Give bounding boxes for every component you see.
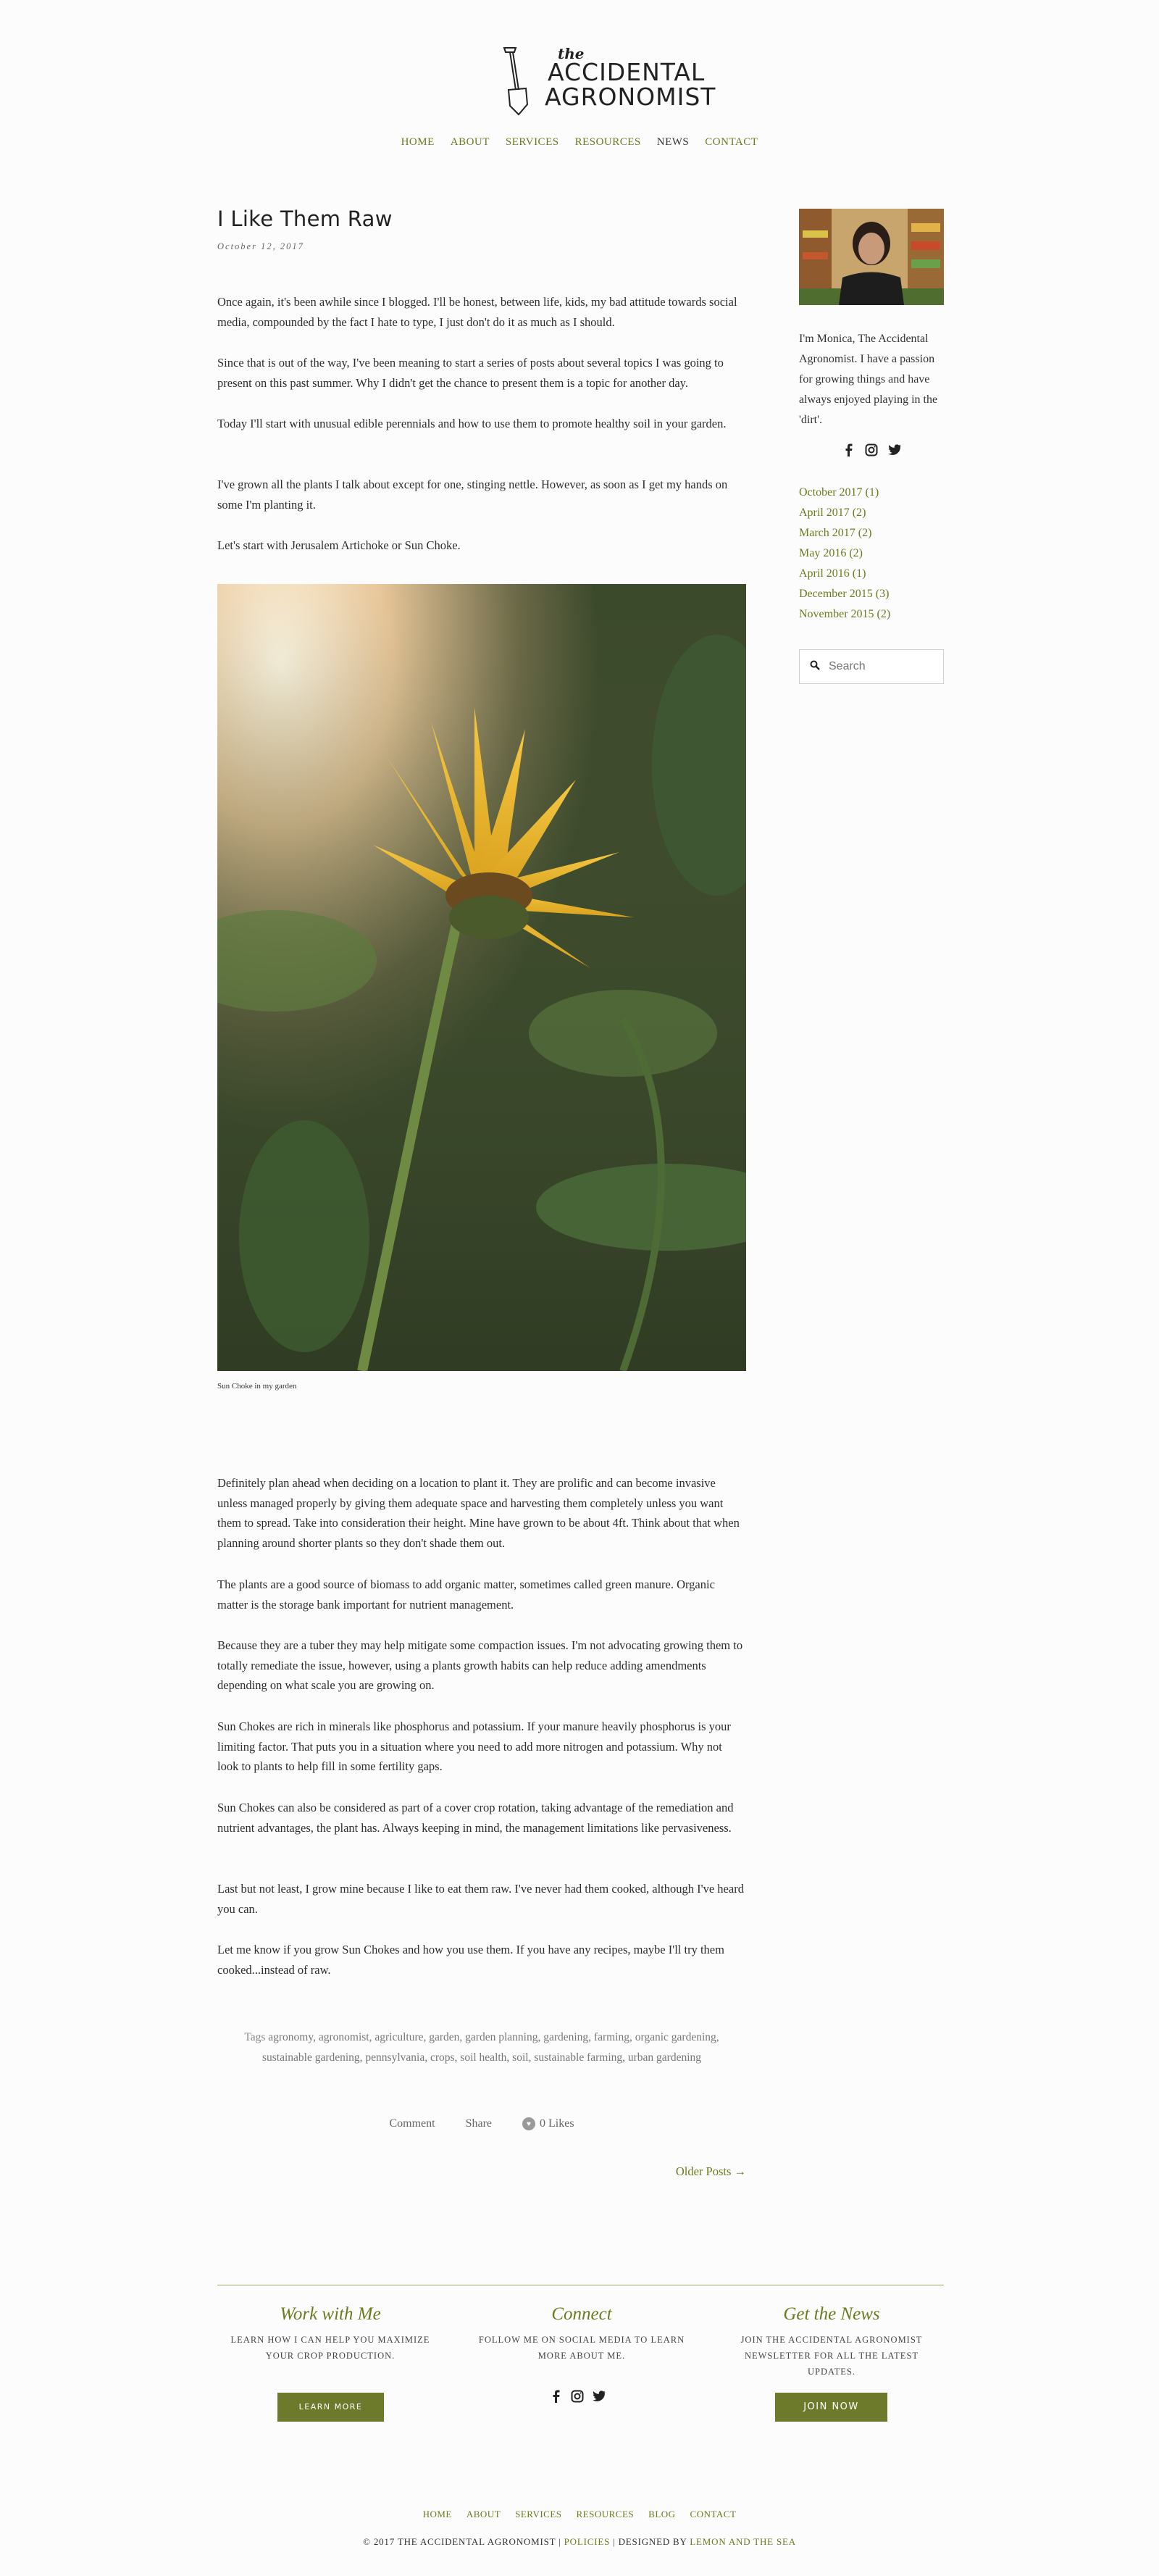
post-date: October 12, 2017 (217, 241, 304, 251)
post-paragraph: Let me know if you grow Sun Chokes and how you use them. If you have any recipes, maybe I'll try them cooked...instead of raw. (217, 1943, 724, 1977)
footer-nav (0, 2509, 1159, 2520)
post-paragraph: Today I'll start with unusual edible perennials and how to use them to promote healthy soil in your garden. (217, 417, 727, 430)
promo-news (723, 2304, 940, 2380)
footer-nav-about[interactable]: ABOUT (466, 2509, 501, 2519)
join-now-button[interactable]: JOIN NOW (775, 2393, 887, 2422)
nav-about[interactable]: ABOUT (450, 136, 490, 148)
archive-link[interactable]: April 2017 (2) (799, 507, 866, 519)
promo-work-text: LEARN HOW I CAN HELP YOU MAXIMIZE YOUR CROP PRODUCTION. (230, 2335, 430, 2361)
archive-link[interactable]: October 2017 (1) (799, 486, 879, 499)
author-bio: I'm Monica, The Accidental Agronomist. I have a passion for growing things and have always enjoyed playing in the 'dirt'. (799, 333, 938, 426)
learn-more-button[interactable]: LEARN MORE (277, 2393, 384, 2422)
likes-count: 0 Likes (540, 2117, 574, 2130)
footer-nav-blog[interactable]: BLOG (648, 2509, 676, 2519)
main-nav (0, 136, 1159, 149)
like-button[interactable] (522, 2117, 574, 2130)
footer-nav-home[interactable]: HOME (422, 2509, 452, 2519)
image-caption: Sun Choke in my garden (217, 1382, 297, 1391)
search-icon (810, 660, 820, 674)
designed-by-text: | DESIGNED BY (610, 2536, 690, 2547)
promo-work (222, 2304, 439, 2364)
search-input[interactable] (829, 660, 937, 673)
shovel-icon (498, 45, 542, 117)
facebook-icon[interactable] (842, 443, 855, 457)
copyright (0, 2536, 1159, 2548)
post-title[interactable]: I Like Them Raw (217, 207, 393, 231)
nav-contact[interactable]: CONTACT (705, 136, 758, 148)
post-paragraph: Definitely plan ahead when deciding on a location to plant it. They are prolific and can become invasive unless managed properly by giving them adequate space and harvesting them completely unless you want them to spread. Take into consideration their height. Mine have grown to be about 4ft. Think about that when planning around shorter plants so they don't shade them out. (217, 1476, 740, 1550)
post-paragraph: Sun Chokes can also be considered as part of a cover crop rotation, taking advantage of the remediation and nutrient advantages, the plant has. Always keeping in mind, the management limitations like pervasiveness. (217, 1801, 734, 1835)
comment-link[interactable]: Comment (389, 2117, 435, 2130)
post-paragraph: Once again, it's been awhile since I blogged. I'll be honest, between life, kids, my bad attitude towards social media, compounded by the fact I hate to type, I just don't do it as much as I should. (217, 295, 737, 329)
post-actions (217, 2117, 746, 2130)
post-paragraph: Because they are a tuber they may help mitigate some compaction issues. I'm not advocating growing them to totally remediate the issue, however, using a plants growth habits can help reduce adding amendments depending on what scale you are growing on. (217, 1638, 743, 1692)
tags-label: Tags (244, 2031, 266, 2043)
nav-home[interactable]: HOME (401, 136, 435, 148)
logo-line2: AGRONOMIST (545, 83, 716, 111)
facebook-icon[interactable] (549, 2390, 562, 2403)
instagram-icon[interactable] (571, 2390, 584, 2403)
twitter-icon[interactable] (593, 2390, 606, 2403)
post-paragraph: Let's start with Jerusalem Artichoke or Sun Choke. (217, 538, 461, 552)
footer-nav-services[interactable]: SERVICES (515, 2509, 562, 2519)
promo-news-text: JOIN THE ACCIDENTAL AGRONOMIST NEWSLETTER FOR ALL THE LATEST UPDATES. (740, 2335, 923, 2377)
archive-link[interactable]: April 2016 (1) (799, 567, 866, 580)
older-posts-link[interactable]: Older Posts → (675, 2164, 746, 2178)
post-tags (232, 2027, 732, 2068)
promo-connect (473, 2304, 690, 2364)
instagram-icon[interactable] (865, 443, 878, 457)
post-paragraph: I've grown all the plants I talk about except for one, stinging nettle. However, as soon as I get my hands on some I'm planting it. (217, 478, 728, 512)
sidebar (799, 209, 944, 684)
nav-resources[interactable]: RESOURCES (574, 136, 641, 148)
archive-link[interactable]: November 2015 (2) (799, 608, 891, 620)
sun-choke-photo (217, 584, 746, 1371)
sidebar-social (799, 443, 944, 457)
logo-line1: ACCIDENTAL (548, 58, 706, 86)
post-paragraph: Last but not least, I grow mine because I like to eat them raw. I've never had them cooked, although I've heard you can. (217, 1882, 744, 1916)
logo-small-text: the (558, 45, 585, 62)
promo-work-title: Work with Me (280, 2304, 381, 2324)
twitter-icon[interactable] (888, 443, 901, 457)
post-paragraph: Sun Chokes are rich in minerals like phosphorus and potassium. If your manure heavily phosphorus is your limiting factor. That puts you in a situation where you need to add more nitrogen and potassium. Why not look to plants to help fill in some fertility gaps. (217, 1720, 731, 1773)
archive-link[interactable]: May 2016 (2) (799, 547, 863, 559)
nav-services[interactable]: SERVICES (505, 136, 559, 148)
footer-nav-resources[interactable]: RESOURCES (576, 2509, 635, 2519)
heart-icon: ♥ (522, 2117, 535, 2130)
copyright-text: © 2017 THE ACCIDENTAL AGRONOMIST | (363, 2536, 564, 2547)
share-link[interactable]: Share (465, 2117, 492, 2130)
archive-list (799, 483, 944, 625)
post-paragraph: Since that is out of the way, I've been meaning to start a series of posts about several topics I was going to present on this past summer. Why I didn't get the chance to present them is a topic for another day. (217, 356, 724, 390)
tags-list[interactable]: agronomy, agronomist, agriculture, garden, garden planning, gardening, farming, organic gardening, sustainable gardening, pennsylvania, crops, soil health, soil, sustainable farming, urban gardening (261, 2031, 719, 2064)
search-box[interactable] (799, 649, 944, 684)
archive-link[interactable]: March 2017 (2) (799, 527, 872, 539)
designer-link[interactable]: LEMON AND THE SEA (690, 2536, 796, 2547)
promo-news-title: Get the News (783, 2304, 880, 2324)
site-logo[interactable] (498, 45, 716, 117)
archive-link[interactable]: December 2015 (3) (799, 588, 890, 600)
author-photo (799, 209, 944, 305)
promo-connect-title: Connect (551, 2304, 612, 2324)
footer-nav-contact[interactable]: CONTACT (690, 2509, 737, 2519)
footer-social (549, 2390, 606, 2403)
post-paragraph: The plants are a good source of biomass to add organic matter, sometimes called green manure. Organic matter is the storage bank important for nutrient management. (217, 1577, 715, 1612)
nav-news[interactable]: NEWS (656, 136, 690, 148)
policies-link[interactable]: POLICIES (564, 2536, 611, 2547)
promo-connect-text: FOLLOW ME ON SOCIAL MEDIA TO LEARN MORE ABOUT ME. (478, 2335, 685, 2361)
blog-post (217, 207, 746, 2178)
